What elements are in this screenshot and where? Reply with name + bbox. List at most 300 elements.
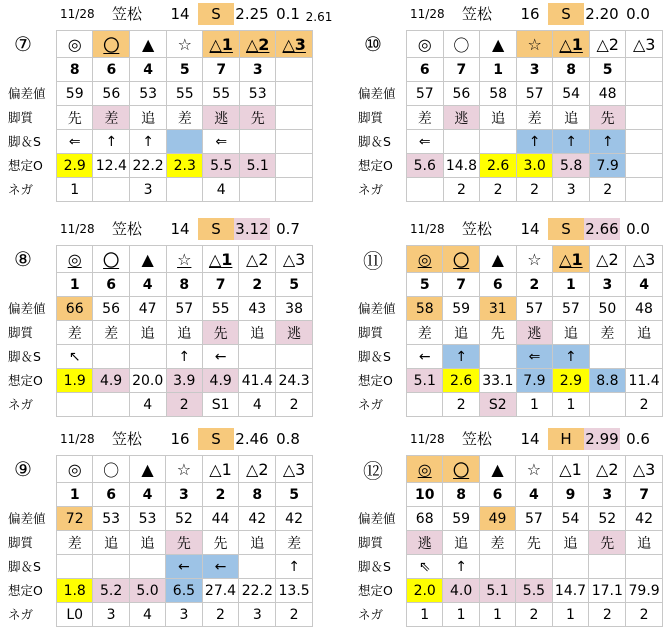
table-cell: 1 — [443, 603, 479, 627]
table-cell: 8.8 — [589, 369, 625, 393]
table-cell — [276, 106, 313, 130]
table-cell: 5.6 — [407, 154, 444, 178]
table-cell: 54 — [552, 507, 589, 531]
negative-row — [57, 178, 313, 202]
table-cell: 17.1 — [589, 579, 626, 603]
table-cell: S1 — [202, 393, 238, 417]
table-cell: 8 — [57, 58, 93, 82]
table-cell: 2.3 — [167, 154, 203, 178]
table-cell: 5.2 — [93, 579, 129, 603]
table-cell — [276, 178, 313, 202]
running-style-row — [407, 531, 663, 555]
table-cell: △2 — [589, 456, 626, 483]
table-cell: 追 — [166, 321, 202, 345]
table-cell: △1 — [202, 246, 238, 273]
table-cell: 27.4 — [202, 579, 239, 603]
table-cell: 差 — [479, 531, 515, 555]
negative-row — [57, 603, 313, 627]
row-label: 想定O — [358, 583, 393, 598]
table-cell: ☆ — [167, 31, 203, 58]
table-cell: 68 — [407, 507, 443, 531]
table-cell: 55 — [203, 82, 239, 106]
table-cell: 4 — [626, 273, 663, 297]
table-cell: 48 — [589, 82, 626, 106]
table-cell: 1.9 — [57, 369, 93, 393]
table-cell: ⇐ — [57, 130, 93, 154]
row-label: 脚＆S — [8, 349, 41, 364]
table-cell: 1 — [516, 393, 552, 417]
table-cell: 2 — [480, 178, 517, 202]
race-header — [0, 428, 320, 452]
gap-value: 0.0 — [626, 5, 650, 23]
table-cell: 59 — [443, 507, 479, 531]
table-cell: 24.3 — [276, 369, 313, 393]
grade-badge: S — [548, 3, 584, 25]
table-cell: 1 — [57, 483, 93, 507]
table-cell: △3 — [276, 246, 313, 273]
expected-odds-row — [57, 369, 313, 393]
table-cell: 11.4 — [626, 369, 663, 393]
table-cell: 追 — [239, 531, 276, 555]
table-cell: 8 — [166, 273, 202, 297]
gap-value: 0.0 — [626, 220, 650, 238]
table-cell: 〇 — [93, 246, 129, 273]
table-cell: 差 — [57, 531, 93, 555]
table-cell: 先 — [202, 531, 239, 555]
leg-speed-row — [57, 345, 313, 369]
race-header — [0, 218, 320, 242]
table-cell: 2 — [202, 483, 239, 507]
race-number: ⑦ — [14, 32, 32, 56]
deviation-row — [407, 82, 663, 106]
table-cell: 1 — [479, 603, 515, 627]
table-cell: S2 — [479, 393, 516, 417]
table-cell: 追 — [443, 531, 479, 555]
table-cell: 2 — [276, 393, 313, 417]
table-cell: 43 — [239, 297, 276, 321]
grade-badge: S — [548, 218, 584, 240]
table-cell: 52 — [589, 507, 626, 531]
table-cell: 追 — [130, 106, 167, 130]
table-cell: ◎ — [57, 456, 93, 483]
table-cell: ↑ — [93, 130, 130, 154]
table-cell: ↑ — [130, 130, 167, 154]
table-cell: 2 — [202, 603, 239, 627]
table-cell — [93, 345, 129, 369]
table-cell: 54 — [553, 82, 590, 106]
table-cell: 6 — [479, 483, 515, 507]
number-row — [407, 58, 663, 82]
row-label: 脚質 — [8, 110, 34, 125]
prediction-table — [406, 30, 663, 202]
row-label: 偏差値 — [8, 301, 46, 316]
table-cell: ◎ — [407, 456, 443, 483]
row-label: ネガ — [358, 182, 384, 197]
prediction-table — [56, 30, 313, 202]
table-cell: △2 — [589, 31, 626, 58]
mark-row — [57, 31, 313, 58]
table-cell: 追 — [129, 321, 166, 345]
table-cell: ☆ — [166, 456, 202, 483]
row-label: ネガ — [358, 607, 384, 622]
table-cell: 差 — [407, 321, 443, 345]
race-number: ⑫ — [363, 458, 383, 483]
grade-badge: S — [198, 218, 234, 240]
table-cell: 50 — [589, 297, 625, 321]
table-cell: 4 — [130, 58, 167, 82]
table-cell: 55 — [167, 82, 203, 106]
table-cell: 13.5 — [276, 579, 313, 603]
race-panel — [350, 0, 663, 205]
venue-name: 笠松 — [462, 430, 493, 448]
table-cell: 〇 — [443, 456, 479, 483]
table-cell: ▲ — [479, 456, 515, 483]
table-cell: 59 — [57, 82, 93, 106]
row-label: ネガ — [8, 182, 34, 197]
deviation-row — [57, 507, 313, 531]
table-cell — [626, 555, 663, 579]
table-cell: 〇 — [443, 246, 479, 273]
table-cell: 12.4 — [93, 154, 130, 178]
table-cell: 先 — [516, 531, 552, 555]
table-cell: ◎ — [407, 246, 443, 273]
table-cell: 56 — [93, 297, 129, 321]
table-cell: 先 — [57, 106, 93, 130]
table-cell: 1 — [480, 58, 517, 82]
table-cell: ⇖ — [407, 555, 443, 579]
table-cell: 5 — [167, 58, 203, 82]
venue-name: 笠松 — [462, 5, 493, 23]
table-cell: 42 — [276, 507, 313, 531]
row-label: 脚＆S — [358, 134, 391, 149]
table-cell — [407, 178, 444, 202]
table-cell: 逃 — [203, 106, 239, 130]
table-cell: 20.0 — [129, 369, 166, 393]
table-cell: ↑ — [553, 130, 590, 154]
table-cell: 47 — [129, 297, 166, 321]
table-cell: 49 — [479, 507, 515, 531]
number-row — [407, 483, 663, 507]
table-cell: 2 — [516, 273, 552, 297]
table-cell: ↑ — [589, 130, 626, 154]
table-cell: 7 — [202, 273, 238, 297]
table-cell: 57 — [516, 82, 553, 106]
table-cell: 2 — [626, 393, 663, 417]
table-cell: △1 — [553, 246, 590, 273]
table-cell: 55 — [202, 297, 238, 321]
row-label: ネガ — [8, 607, 34, 622]
table-cell — [626, 58, 663, 82]
table-cell: 4.0 — [443, 579, 479, 603]
grade-badge: H — [548, 428, 584, 450]
table-cell: 3 — [166, 603, 202, 627]
table-cell: 4.9 — [93, 369, 129, 393]
table-cell — [276, 345, 313, 369]
table-cell: 追 — [443, 321, 479, 345]
table-cell — [626, 106, 663, 130]
table-cell: 3 — [93, 603, 129, 627]
table-cell: 42 — [626, 507, 663, 531]
table-cell: 逃 — [516, 321, 552, 345]
table-cell: 7.9 — [516, 369, 552, 393]
mark-row — [57, 246, 313, 273]
table-cell: 7.9 — [589, 154, 626, 178]
running-style-row — [57, 106, 313, 130]
table-cell: ☆ — [516, 456, 552, 483]
table-cell: ← — [202, 555, 239, 579]
table-cell: ▲ — [129, 456, 165, 483]
race-date: 11/28 — [60, 222, 95, 236]
table-cell — [129, 345, 166, 369]
table-cell: 5.5 — [516, 579, 552, 603]
race-panel — [0, 0, 333, 205]
table-cell: 53 — [93, 507, 129, 531]
table-cell: 57 — [553, 297, 590, 321]
runner-count: 16 — [520, 5, 540, 23]
running-style-row — [407, 106, 663, 130]
table-cell: 〇 — [93, 31, 130, 58]
table-cell: 5.1 — [479, 579, 515, 603]
gap-value: 0.1 — [276, 5, 300, 23]
venue-name: 笠松 — [112, 5, 143, 23]
table-cell: △3 — [626, 246, 663, 273]
table-cell — [276, 130, 313, 154]
table-cell: 5.5 — [203, 154, 239, 178]
table-cell: 差 — [93, 321, 129, 345]
race-date: 11/28 — [410, 432, 445, 446]
table-cell: ⇐ — [203, 130, 239, 154]
table-cell: 1 — [407, 603, 443, 627]
race-header — [0, 3, 333, 27]
table-cell: 差 — [276, 531, 313, 555]
table-cell: 44 — [202, 507, 239, 531]
table-cell — [552, 555, 589, 579]
table-cell: ↖ — [57, 345, 93, 369]
table-cell: 6 — [93, 273, 129, 297]
table-cell: 56 — [443, 82, 480, 106]
table-cell: 追 — [480, 106, 517, 130]
table-cell: 53 — [129, 507, 165, 531]
negative-row — [407, 178, 663, 202]
table-cell — [239, 178, 275, 202]
negative-row — [407, 603, 663, 627]
table-cell: 2 — [443, 393, 479, 417]
table-cell: ← — [202, 345, 238, 369]
number-row — [57, 58, 313, 82]
row-label: 脚＆S — [8, 559, 41, 574]
table-cell: 2 — [516, 603, 552, 627]
prediction-table — [56, 455, 313, 627]
table-cell: 22.2 — [130, 154, 167, 178]
table-cell — [239, 130, 275, 154]
table-cell: 先 — [589, 106, 626, 130]
table-cell: 追 — [626, 321, 663, 345]
gap-value: 0.8 — [276, 430, 300, 448]
row-label: 想定O — [8, 583, 43, 598]
table-cell: 1 — [57, 178, 93, 202]
row-label: 脚質 — [358, 110, 384, 125]
table-cell: 48 — [626, 297, 663, 321]
table-cell: 6.5 — [166, 579, 202, 603]
table-cell — [480, 130, 517, 154]
table-cell: 3 — [130, 178, 167, 202]
table-cell — [93, 555, 129, 579]
table-cell: 3.0 — [516, 154, 553, 178]
table-cell: 1 — [553, 393, 590, 417]
row-label: 想定O — [8, 373, 43, 388]
row-label: 想定O — [8, 158, 43, 173]
table-cell: ↑ — [553, 345, 590, 369]
table-cell: 差 — [57, 321, 93, 345]
table-cell: 1 — [553, 273, 590, 297]
race-panel — [350, 215, 663, 420]
negative-row — [407, 393, 663, 417]
table-cell: 5.1 — [407, 369, 443, 393]
table-cell: 4 — [239, 393, 276, 417]
table-cell: 8 — [239, 483, 276, 507]
table-cell: ↑ — [443, 345, 479, 369]
venue-name: 笠松 — [462, 220, 493, 238]
extra-value: 2.61 — [305, 10, 333, 24]
leg-speed-row — [407, 555, 663, 579]
table-cell — [626, 345, 663, 369]
table-cell: △2 — [239, 31, 275, 58]
prediction-table — [406, 455, 663, 627]
table-cell: 2.6 — [480, 154, 517, 178]
row-label: 偏差値 — [8, 511, 46, 526]
table-cell: 追 — [626, 531, 663, 555]
table-cell: 4 — [129, 393, 166, 417]
table-cell — [479, 555, 515, 579]
index-value: 2.25 — [235, 5, 269, 23]
table-cell — [626, 130, 663, 154]
table-cell: 57 — [166, 297, 202, 321]
table-cell — [516, 555, 552, 579]
table-cell: 14.8 — [443, 154, 480, 178]
table-cell: 56 — [93, 82, 130, 106]
table-cell: 6 — [93, 483, 129, 507]
row-label: 脚＆S — [358, 349, 391, 364]
row-label: 想定O — [358, 158, 393, 173]
race-header — [350, 428, 663, 452]
table-cell: 53 — [130, 82, 167, 106]
number-row — [57, 273, 313, 297]
table-cell: 4 — [203, 178, 239, 202]
table-cell: ▲ — [129, 246, 166, 273]
table-cell: 3 — [589, 273, 625, 297]
table-cell: 差 — [407, 106, 444, 130]
race-header — [350, 3, 663, 27]
leg-speed-row — [407, 130, 663, 154]
table-cell: ↑ — [516, 130, 553, 154]
table-cell: △1 — [552, 456, 589, 483]
table-cell: 2.9 — [57, 154, 93, 178]
running-style-row — [407, 321, 663, 345]
table-cell: 5 — [276, 483, 313, 507]
table-cell — [167, 178, 203, 202]
race-date: 11/28 — [60, 7, 95, 21]
table-cell: ☆ — [516, 31, 553, 58]
table-cell: △2 — [239, 246, 276, 273]
table-cell: 2 — [516, 178, 553, 202]
table-cell: △1 — [203, 31, 239, 58]
table-cell: 41.4 — [239, 369, 276, 393]
table-cell: 4.9 — [202, 369, 238, 393]
table-cell: 差 — [167, 106, 203, 130]
row-label: 脚質 — [358, 535, 384, 550]
table-cell: 5.1 — [239, 154, 275, 178]
table-cell — [589, 345, 625, 369]
table-cell: 〇 — [93, 456, 129, 483]
table-cell — [93, 178, 130, 202]
table-cell: 3.9 — [166, 369, 202, 393]
table-cell: 7 — [443, 273, 479, 297]
table-cell: 58 — [480, 82, 517, 106]
table-cell: 2 — [626, 603, 663, 627]
table-cell: 57 — [516, 507, 552, 531]
table-cell: 4 — [516, 483, 552, 507]
expected-odds-row — [57, 154, 313, 178]
table-cell — [239, 555, 276, 579]
table-cell: 4 — [129, 273, 166, 297]
running-style-row — [57, 531, 313, 555]
mark-row — [407, 31, 663, 58]
table-cell: 3 — [239, 603, 276, 627]
table-cell: ◎ — [407, 31, 444, 58]
expected-odds-row — [407, 154, 663, 178]
row-label: 偏差値 — [358, 511, 396, 526]
table-cell: 66 — [57, 297, 93, 321]
running-style-row — [57, 321, 313, 345]
table-cell: △3 — [626, 31, 663, 58]
prediction-table — [56, 245, 313, 417]
grade-badge: S — [198, 428, 234, 450]
table-cell: 5 — [276, 273, 313, 297]
table-cell — [57, 555, 93, 579]
index-value: 2.46 — [235, 430, 269, 448]
table-cell: 追 — [552, 531, 589, 555]
mark-row — [407, 246, 663, 273]
table-cell: 1 — [552, 603, 589, 627]
row-label: 脚質 — [358, 325, 384, 340]
table-cell: △3 — [276, 31, 313, 58]
table-cell: 5.0 — [129, 579, 165, 603]
table-cell: 1.8 — [57, 579, 93, 603]
runner-count: 14 — [170, 5, 190, 23]
table-cell: 42 — [239, 507, 276, 531]
table-cell: △1 — [202, 456, 239, 483]
mark-row — [57, 456, 313, 483]
row-label: 偏差値 — [8, 86, 46, 101]
table-cell: 2.6 — [443, 369, 479, 393]
table-cell: 8 — [443, 483, 479, 507]
race-number: ⑧ — [14, 247, 32, 271]
race-panel — [350, 425, 663, 630]
table-cell — [626, 82, 663, 106]
row-label: ネガ — [8, 397, 34, 412]
race-panel — [0, 215, 313, 420]
table-cell: 2 — [589, 178, 626, 202]
table-cell: 追 — [553, 321, 590, 345]
table-cell: 53 — [239, 82, 275, 106]
table-cell: 14.7 — [552, 579, 589, 603]
table-cell: 先 — [589, 531, 626, 555]
race-date: 11/28 — [410, 7, 445, 21]
table-cell: 33.1 — [479, 369, 516, 393]
table-cell: 6 — [479, 273, 516, 297]
table-cell: ▲ — [479, 246, 516, 273]
table-cell — [276, 58, 313, 82]
